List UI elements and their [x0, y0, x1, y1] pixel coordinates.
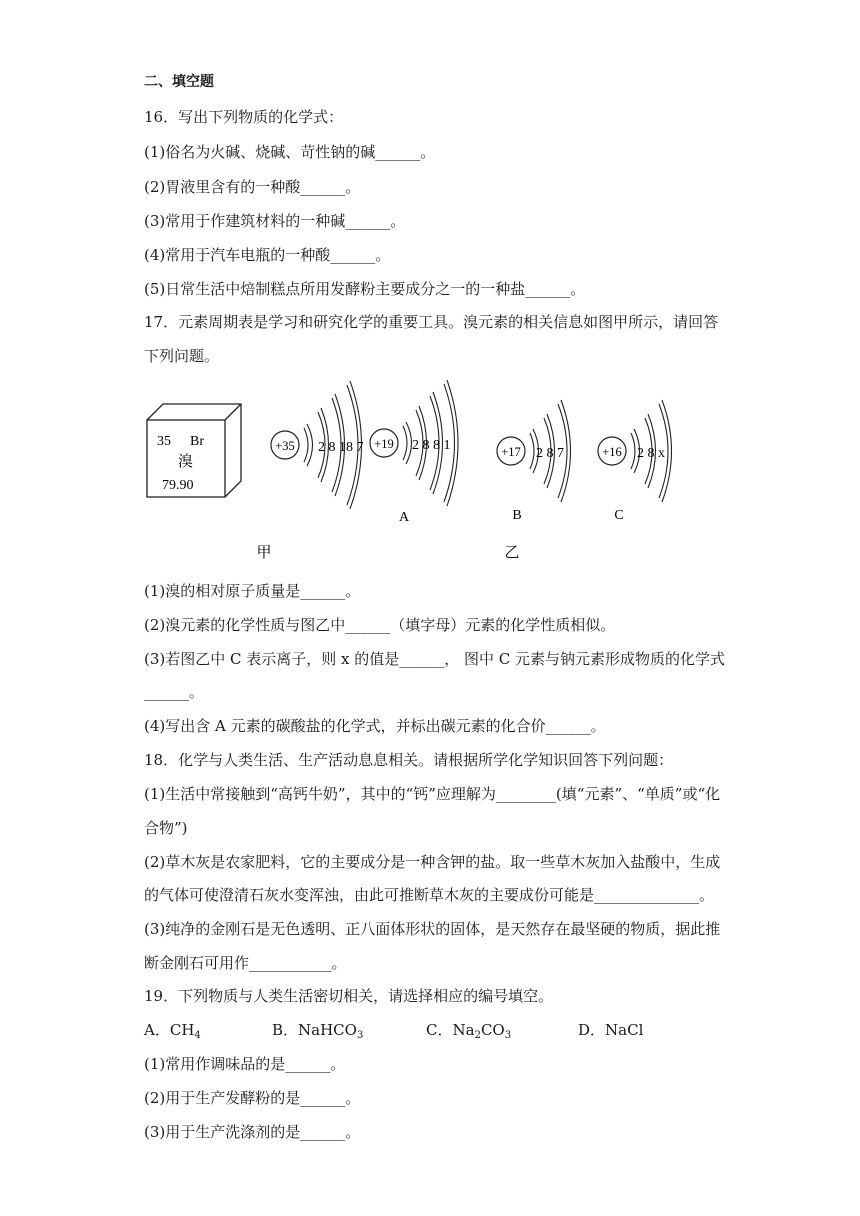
element-name: 溴: [178, 452, 194, 470]
q18-line-4: 的气体可使澄清石灰水变浑浊，由此可推断草木灰的主要成份可能是______________。: [144, 886, 715, 904]
q16-item-4: (4)常用于汽车电瓶的一种酸______。: [144, 246, 391, 264]
q16-item-2: (2)胃液里含有的一种酸______。: [144, 178, 361, 196]
option-c-sub: 2: [474, 1030, 481, 1041]
q16-item-1: (1)俗名为火碱、烧碱、苛性钠的碱______。: [144, 143, 436, 161]
atom-br-shells: 2 8 18 7: [318, 440, 364, 455]
q17-item-1: (1)溴的相对原子质量是______。: [144, 582, 361, 600]
q19-item-3: (3)用于生产洗涤剂的是______。: [144, 1123, 361, 1141]
q19-item-2: (2)用于生产发酵粉的是______。: [144, 1089, 361, 1107]
q17-item-2: (2)溴元素的化学性质与图乙中______（填字母）元素的化学性质相似。: [144, 616, 616, 634]
atom-b-label: B: [512, 508, 522, 523]
q16-item-5: (5)日常生活中焙制糕点所用发酵粉主要成分之一的一种盐______。: [144, 280, 586, 298]
option-c-rest: CO: [480, 1021, 505, 1039]
q19-stem: 19．下列物质与人类生活密切相关，请选择相应的编号填空。: [144, 987, 554, 1005]
atom-c: [598, 400, 672, 523]
q17-item-4: (4)写出含 A 元素的碳酸盐的化学式，并标出碳元素的化合价______。: [144, 717, 606, 735]
q18-line-1: (1)生活中常接触到“高钙牛奶”，其中的“钙”应理解为________(填“元素”、“单质”或“化: [144, 785, 721, 803]
q17-stem-line1: 17．元素周期表是学习和研究化学的重要工具。溴元素的相关信息如图甲所示，请回答: [144, 313, 719, 331]
q19-option-b: [272, 1020, 363, 1046]
q19-option-d: [578, 1020, 643, 1040]
atom-c-label: C: [614, 508, 624, 523]
option-d-formula: NaCl: [605, 1021, 644, 1039]
atom-br: [271, 381, 364, 509]
q17-figure: [0, 370, 860, 570]
element-number: 35: [157, 434, 171, 449]
option-b-letter: B．: [272, 1021, 299, 1039]
atom-a-nucleus: +19: [374, 437, 394, 451]
atom-b-shells: 2 8 7: [536, 446, 564, 461]
atom-b-nucleus: +17: [501, 445, 521, 459]
option-a-letter: A．: [144, 1021, 170, 1039]
atom-a: [370, 380, 458, 525]
q18-line-6: 断金刚石可用作___________。: [144, 954, 347, 972]
atom-br-nucleus: +35: [275, 439, 295, 453]
q18-line-2: 合物”): [144, 819, 188, 837]
atom-a-shells: 2 8 8 1: [412, 438, 451, 453]
element-mass: 79.90: [162, 478, 194, 493]
q18-line-5: (3)纯净的金刚石是无色透明、正八面体形状的固体，是天然存在最坚硬的物质，据此推: [144, 920, 721, 938]
q19-item-1: (1)常用作调味品的是______。: [144, 1055, 346, 1073]
q19-option-a: [144, 1020, 201, 1046]
atom-b: [497, 400, 571, 523]
element-symbol: Br: [190, 434, 204, 449]
q17-item-3-cont: ______。: [144, 683, 205, 701]
option-c-letter: C．: [426, 1021, 453, 1039]
q16-stem: 16．写出下列物质的化学式：: [144, 108, 344, 126]
caption-jia: 甲: [256, 543, 272, 561]
option-b-formula: NaHCO: [298, 1021, 357, 1039]
q19-option-c: [426, 1020, 511, 1046]
atom-c-nucleus: +16: [602, 445, 622, 459]
option-d-letter: D．: [578, 1021, 606, 1039]
option-a-formula: CH: [169, 1021, 195, 1039]
option-c-sub2: 3: [504, 1030, 512, 1041]
option-a-sub: 4: [194, 1030, 201, 1041]
q17-stem-line2: 下列问题。: [144, 347, 220, 365]
option-c-formula: Na: [452, 1021, 475, 1039]
atom-a-label: A: [398, 510, 410, 525]
atom-c-shells: 2 8 x: [637, 446, 665, 461]
q17-item-3: (3)若图乙中 C 表示离子，则 x 的值是______， 图中 C 元素与钠元素形成物质的化学式: [144, 650, 726, 668]
q16-item-3: (3)常用于作建筑材料的一种碱______。: [144, 212, 406, 230]
option-b-sub: 3: [356, 1030, 364, 1041]
q18-line-3: (2)草木灰是农家肥料，它的主要成分是一种含钾的盐。取一些草木灰加入盐酸中，生成: [144, 853, 721, 871]
q18-stem: 18．化学与人类生活、生产活动息息相关。请根据所学化学知识回答下列问题：: [144, 751, 674, 769]
caption-yi: 乙: [504, 543, 520, 561]
section-title: 二、填空题: [144, 74, 214, 90]
